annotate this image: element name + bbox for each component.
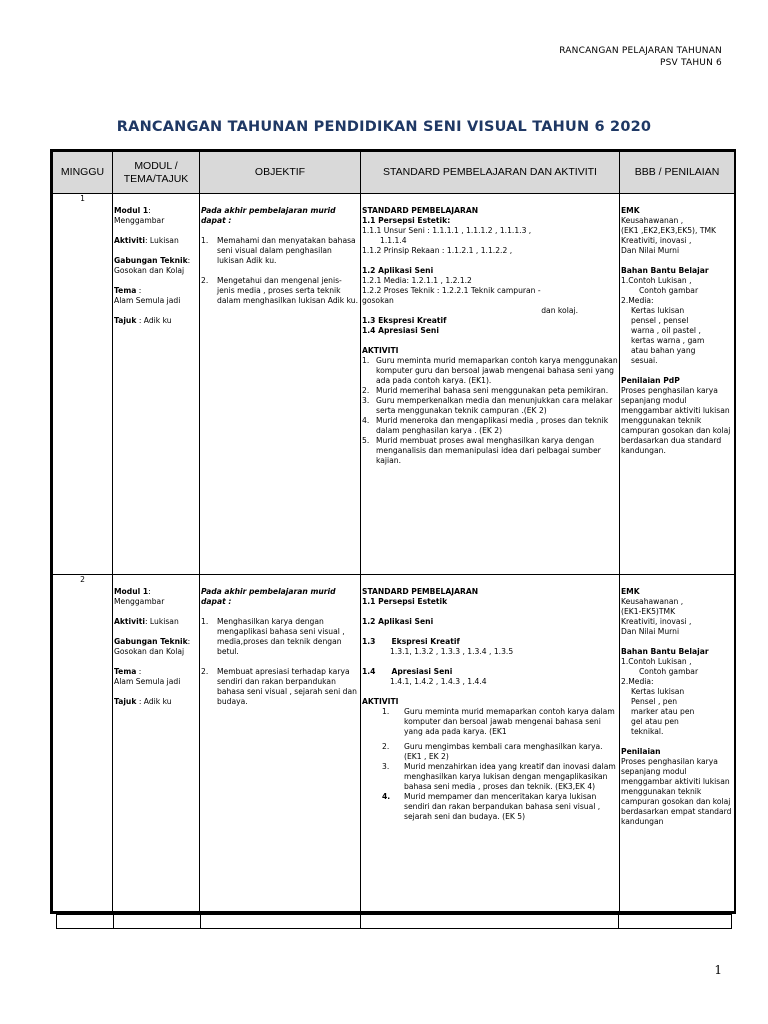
- penilaian-text: Proses penghasilan karya sepanjang modul menggambar aktiviti lukisan menggunakan teknik campuran gosokan dan kolaj berdasarkan dua standard kandungan.: [621, 386, 731, 455]
- bahan-item: Kertas lukisan pensel , pensel warna , oil pastel , kertas warna , gam atau bahan yang sesuai.: [631, 306, 705, 365]
- tajuk-label: Tajuk: [114, 697, 137, 706]
- sp-line: dan kolaj.: [541, 306, 578, 315]
- sp-h2: 1.2 Aplikasi Seni: [362, 266, 434, 275]
- tema-value: Alam Semula jadi: [114, 677, 181, 686]
- bahan-item: Contoh gambar: [639, 286, 699, 295]
- modul-cell: Modul 1: Menggambar Aktiviti: Lukisan Gabungan Teknik: Gosokan dan Kolaj Tema : Alam Semula jadi Tajuk : Adik ku: [113, 194, 200, 575]
- aktiviti-value: : Lukisan: [144, 236, 179, 245]
- gabungan-label: Gabungan Teknik: [114, 256, 188, 265]
- list-item: 1. Guru meminta murid memaparkan contoh karya dalam komputer dan bersoal jawab mengenai bahasa seni yang ada pada karya. (EK1: [382, 707, 615, 736]
- sp-line: 1.2.1 Media: 1.2.1.1 , 1.2.1.2: [362, 276, 472, 285]
- sp-line: 1.2.2 Proses Teknik : 1.2.2.1 Teknik campuran -: [362, 286, 541, 295]
- table-header-row: [53, 152, 735, 194]
- sp-line: 1.1.1.4: [380, 236, 407, 245]
- list-item: 1. Memahami dan menyatakan bahasa seni visual dalam penghasilan lukisan Adik ku.: [201, 236, 356, 265]
- penilaian-label: Penilaian: [621, 747, 661, 756]
- bahan-item: 2.Media:: [621, 296, 654, 305]
- stub-cell: [361, 915, 619, 928]
- aktiviti-heading: AKTIVITI: [362, 697, 399, 706]
- col-modul-line1: MODUL /: [134, 159, 178, 172]
- sp-line: gosokan: [362, 296, 394, 305]
- sp-heading: STANDARD PEMBELAJARAN: [362, 206, 479, 215]
- list-item: 1. Guru meminta murid memaparkan contoh karya menggunakan komputer guru dan bersoal jawab mengenai bahasa seni yang ada pada contoh karya. (EK1).: [362, 356, 618, 385]
- col-modul-line2: TEMA/TAJUK: [123, 172, 189, 185]
- sp-h4: Apresiasi Seni: [391, 667, 453, 676]
- week-number: 1: [53, 194, 113, 575]
- list-item: 4. Murid meneroka dan mengaplikasi media , proses dan teknik dalam penghasilan karya . (EK 2): [362, 416, 609, 435]
- week-number: 2: [53, 575, 113, 912]
- modul-label: Modul 1: [114, 206, 149, 215]
- bahan-item: Contoh gambar: [639, 667, 699, 676]
- objektif-cell: Pada akhir pembelajaran murid dapat : 1. Menghasilkan karya dengan mengaplikasi bahasa seni visual , media,proses dan teknik dengan betul. 2. Membuat apresiasi terhadap karya sendiri dan rakan berpandukan bahasa seni visual , sejarah seni dan budaya.: [200, 575, 361, 912]
- emk-label: EMK: [621, 587, 640, 596]
- tajuk-value: : Adik ku: [138, 697, 172, 706]
- sp-h2: 1.2 Aplikasi Seni: [362, 617, 434, 626]
- gabungan-value: Gosokan dan Kolaj: [114, 266, 185, 275]
- bahan-item: 1.Contoh Lukisan ,: [621, 657, 692, 666]
- stub-cell: [619, 915, 731, 928]
- col-objektif: OBJEKTIF: [200, 152, 361, 194]
- document-header: [559, 45, 722, 69]
- sp-h3: Ekspresi Kreatif: [391, 637, 460, 646]
- sp-line: 1.1.1 Unsur Seni : 1.1.1.1 , 1.1.1.2 , 1.1.1.3 ,: [362, 226, 532, 235]
- gabungan-label: Gabungan Teknik: [114, 637, 188, 646]
- aktiviti-label: Aktiviti: [114, 236, 145, 245]
- list-item: 2. Membuat apresiasi terhadap karya sendiri dan rakan berpandukan bahasa seni visual , sejarah seni dan budaya.: [201, 667, 357, 706]
- col-standard: STANDARD PEMBELAJARAN DAN AKTIVITI: [361, 152, 620, 194]
- list-item: 5. Murid membuat proses awal menghasilkan karya dengan menganalisis dan memanipulasi idea dari pelbagai sumber kajian.: [362, 436, 601, 465]
- sp-h4: 1.4 Apresiasi Seni: [362, 326, 439, 335]
- aktiviti-value: : Lukisan: [144, 617, 179, 626]
- col-modul: [113, 152, 200, 194]
- stub-cell: [201, 915, 362, 928]
- list-item: 2. Mengetahui dan mengenal jenis-jenis media , proses serta teknik dalam menghasilkan lukisan Adik ku.: [201, 276, 358, 305]
- emk-label: EMK: [621, 206, 640, 215]
- standard-cell: STANDARD PEMBELAJARAN 1.1 Persepsi Estetik 1.2 Aplikasi Seni 1.3 Ekspresi Kreatif 1.3.1, 1.3.2 , 1.3.3 , 1.3.4 , 1.3.5 1.4 Apresiasi Seni 1.4.1, 1.4.2 , 1.4.3 , 1.4.4 AKTIVITI 1. Guru meminta murid memaparkan contoh karya dalam komputer dan bersoal jawab mengenai bahasa seni yang ada pada karya. (EK1 2. Guru mengimbas kembali cara menghasilkan karya. (EK1 , EK 2) 3. Murid menzahirkan idea yang kreatif dan inovasi dalam menghasilkan karya lukisan dengan mengaplikasikan bahasa seni media , proses dan teknik. (EK3,EK 4) 4. Murid mempamer dan menceritakan karya lukisan sendiri dan rakan berpandukan bahasa seni visual , sejarah seni dan budaya. (EK 5): [361, 575, 620, 912]
- aktiviti-label: Aktiviti: [114, 617, 145, 626]
- sp-h3: 1.3 Ekspresi Kreatif: [362, 316, 447, 325]
- bbb-cell: [620, 575, 735, 912]
- plan-table: [52, 151, 735, 912]
- aktiviti-heading: AKTIVITI: [362, 346, 399, 355]
- list-item: 3. Murid menzahirkan idea yang kreatif dan inovasi dalam menghasilkan karya lukisan dengan mengaplikasikan bahasa seni media , proses dan teknik. (EK3,EK 4): [382, 762, 616, 791]
- tajuk-value: : Adik ku: [138, 316, 172, 325]
- sp-line: 1.1.2 Prinsip Rekaan : 1.1.2.1 , 1.1.2.2 ,: [362, 246, 513, 255]
- sp-heading: STANDARD PEMBELAJARAN: [362, 587, 479, 596]
- table-row: [53, 194, 735, 575]
- table-row: [53, 575, 735, 912]
- modul-value: Menggambar: [114, 597, 165, 606]
- sp-values: 1.3.1, 1.3.2 , 1.3.3 , 1.3.4 , 1.3.5: [390, 647, 514, 656]
- tajuk-label: Tajuk: [114, 316, 137, 325]
- bahan-item: Kertas lukisan Pensel , pen marker atau pen gel atau pen teknikal.: [631, 687, 695, 736]
- penilaian-text: Proses penghasilan karya sepanjang modul menggambar aktiviti lukisan menggunakan teknik campuran gosokan dan kolaj berdasarkan empat standard kandungan: [621, 757, 732, 826]
- objektif-intro: Pada akhir pembelajaran murid dapat: [201, 206, 336, 225]
- list-item: 2. Guru mengimbas kembali cara menghasilkan karya. (EK1 , EK 2): [382, 742, 603, 761]
- stub-cell: [57, 915, 114, 928]
- next-table-stub: [56, 914, 732, 929]
- list-item: 2. Murid memerihal bahasa seni menggunakan peta pemikiran.: [362, 386, 609, 395]
- sp-values: 1.4.1, 1.4.2 , 1.4.3 , 1.4.4: [390, 677, 487, 686]
- emk-text: Keusahawanan , (EK1 ,EK2,EK3,EK5), TMK Kreativiti, inovasi , Dan Nilai Murni: [621, 216, 717, 255]
- bbb-cell: [620, 194, 735, 575]
- objektif-intro: Pada akhir pembelajaran murid dapat: [201, 587, 336, 606]
- sp-h1: 1.1 Persepsi Estetik: [362, 216, 448, 225]
- page-number: 1: [714, 963, 722, 977]
- tema-value: Alam Semula jadi: [114, 296, 181, 305]
- modul-value: Menggambar: [114, 216, 165, 225]
- penilaian-label: Penilaian PdP: [621, 376, 680, 385]
- header-line-1: RANCANGAN PELAJARAN TAHUNAN: [559, 46, 722, 56]
- bahan-label: Bahan Bantu Belajar: [621, 266, 709, 275]
- gabungan-value: Gosokan dan Kolaj: [114, 647, 185, 656]
- bahan-item: 2.Media:: [621, 677, 654, 686]
- document-title: RANCANGAN TAHUNAN PENDIDIKAN SENI VISUAL TAHUN 6 2020: [116, 119, 652, 135]
- sp-h1: 1.1 Persepsi Estetik: [362, 597, 448, 606]
- bahan-label: Bahan Bantu Belajar: [621, 647, 709, 656]
- modul-label: Modul 1: [114, 587, 149, 596]
- bahan-item: 1.Contoh Lukisan ,: [621, 276, 692, 285]
- col-minggu: MINGGU: [53, 152, 113, 194]
- list-item: 3. Guru memperkenalkan media dan menunjukkan cara melakar serta menggunakan teknik campuran .(EK 2): [362, 396, 613, 415]
- tema-label: Tema: [114, 667, 137, 676]
- tema-label: Tema: [114, 286, 137, 295]
- list-item: 4. Murid mempamer dan menceritakan karya lukisan sendiri dan rakan berpandukan bahasa seni visual , sejarah seni dan budaya. (EK 5): [382, 792, 601, 821]
- standard-cell: STANDARD PEMBELAJARAN 1.1 Persepsi Estetik: 1.1.1 Unsur Seni : 1.1.1.1 , 1.1.1.2 , 1.1.1.3 , 1.1.1.4 1.1.2 Prinsip Rekaan : 1.1.2.1 , 1.1.2.2 , 1.2 Aplikasi Seni 1.2.1 Media: 1.2.1.1 , 1.2.1.2 1.2.2 Proses Teknik : 1.2.2.1 Teknik campuran - gosokan dan kolaj. 1.3 Ekspresi Kreatif 1.4 Apresiasi Seni AKTIVITI 1. Guru meminta murid memaparkan contoh karya menggunakan komputer guru dan bersoal jawab mengenai bahasa seni yang ada pada contoh karya. (EK1). 2. Murid memerihal bahasa seni menggunakan peta pemikiran. 3. Guru memperkenalkan media dan menunjukkan cara melakar serta menggunakan teknik campuran .(EK 2) 4. Murid meneroka dan mengaplikasi media , proses dan teknik dalam penghasilan karya . (EK 2) 5. Murid membuat proses awal menghasilkan karya dengan menganalisis dan memanipulasi idea dari pelbagai sumber kajian.: [361, 194, 620, 575]
- col-bbb: BBB / PENILAIAN: [620, 152, 735, 194]
- modul-cell: Modul 1: Menggambar Aktiviti: Lukisan Gabungan Teknik: Gosokan dan Kolaj Tema : Alam Semula jadi Tajuk : Adik ku: [113, 575, 200, 912]
- header-line-2: PSV TAHUN 6: [660, 58, 722, 68]
- objektif-cell: Pada akhir pembelajaran murid dapat : 1. Memahami dan menyatakan bahasa seni visual dalam penghasilan lukisan Adik ku. 2. Mengetahui dan mengenal jenis-jenis media , proses serta teknik dalam menghasilkan lukisan Adik ku.: [200, 194, 361, 575]
- emk-text: Keusahawanan , (EK1-EK5)TMK Kreativiti, inovasi , Dan Nilai Murni: [621, 597, 692, 636]
- stub-cell: [114, 915, 201, 928]
- list-item: 1. Menghasilkan karya dengan mengaplikasi bahasa seni visual , media,proses dan teknik dengan betul.: [201, 617, 345, 656]
